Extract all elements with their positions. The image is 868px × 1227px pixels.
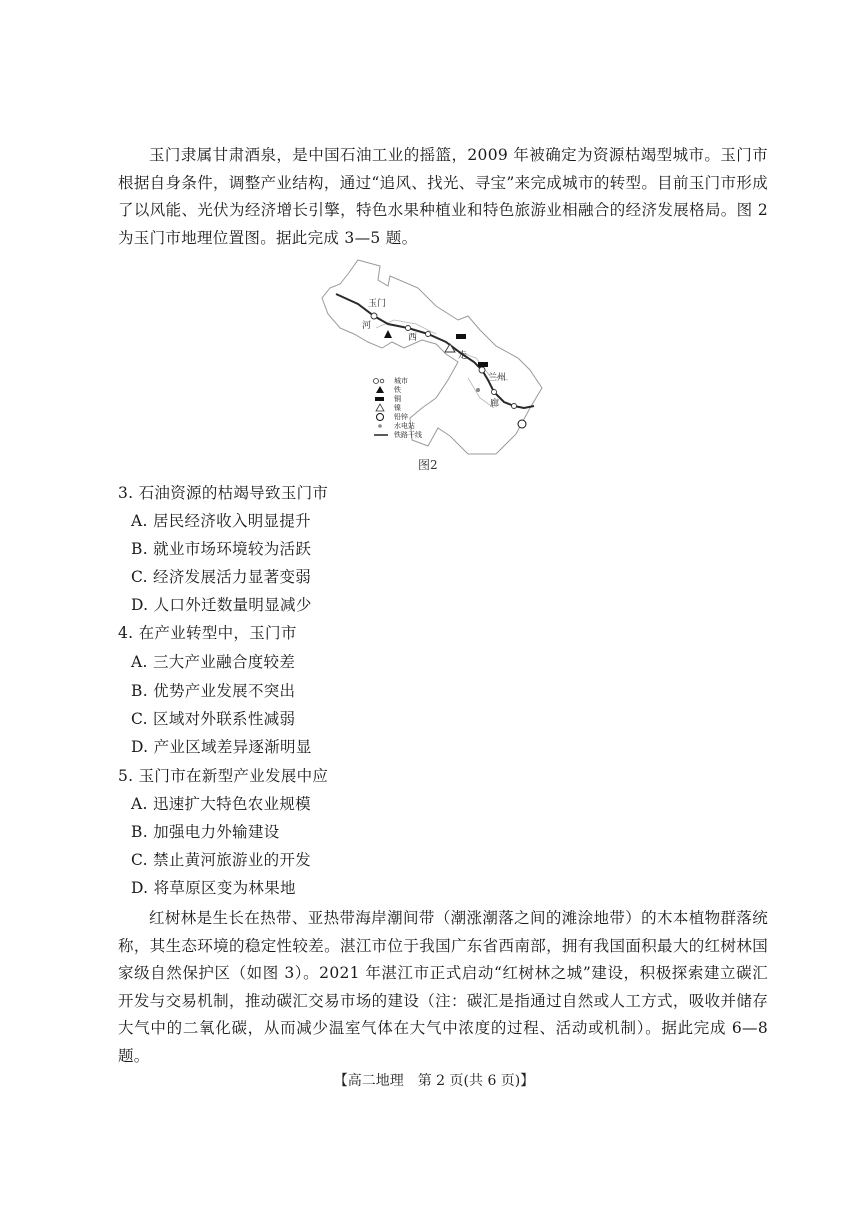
- city-icon: [492, 390, 497, 395]
- city-icon: [380, 379, 384, 383]
- label-lanzhou: 兰州: [488, 373, 507, 383]
- city-icon: [426, 332, 431, 337]
- question-5-option-b: B. 加强电力外输建设: [131, 823, 280, 841]
- iron-icon: [384, 330, 392, 338]
- question-3-option-d: D. 人口外迁数量明显减少: [131, 596, 312, 614]
- yumen-location-map: [318, 258, 548, 458]
- city-icon: [406, 326, 411, 331]
- passage-yumen: 玉门隶属甘肃酒泉，是中国石油工业的摇篮，2009 年被确定为资源枯竭型城市。玉门市根据自身条件，调整产业结构，通过“追风、找光、寻宝”来完成城市的转型。目前玉门市形成了以风能、光伏为经济增长引擎，特色水果种植业和特色旅游业相融合的经济发展格局。图 2 为玉门市地理位置图。据此完成 3—5 题。: [118, 146, 768, 247]
- legend-lead-zinc: 铅锌: [394, 413, 408, 421]
- question-5-stem: 5. 玉门市在新型产业发展中应: [118, 767, 329, 785]
- city-icon: [479, 367, 485, 373]
- province-outline: [322, 260, 542, 454]
- legend-iron: 铁: [394, 386, 401, 394]
- question-3-stem: 3. 石油资源的枯竭导致玉门市: [118, 484, 329, 502]
- question-5-option-d: D. 将草原区变为林果地: [131, 879, 296, 897]
- question-3-option-b: B. 就业市场环境较为活跃: [131, 540, 312, 558]
- copper-icon: [456, 334, 466, 339]
- hydro-station-icon: [476, 388, 480, 392]
- label-xi: 西: [408, 333, 418, 343]
- question-4-option-b: B. 优势产业发展不突出: [131, 682, 296, 700]
- legend-copper: 铜: [394, 395, 401, 403]
- lead-zinc-icon: [377, 414, 384, 421]
- question-5-option-c: C. 禁止黄河旅游业的开发: [131, 851, 312, 869]
- copper-icon: [478, 362, 488, 367]
- city-icon: [374, 379, 379, 384]
- nickel-icon: [376, 404, 384, 411]
- lead-zinc-icon: [518, 420, 526, 428]
- iron-icon: [376, 386, 384, 393]
- page-footer: 【高二地理 第 2 页(共 6 页)】: [333, 1073, 535, 1089]
- legend-city: 城市: [394, 377, 408, 385]
- legend-railway: 铁路干线: [394, 431, 422, 439]
- label-lang: 廊: [490, 399, 500, 409]
- question-4-stem: 4. 在产业转型中，玉门市: [118, 624, 297, 642]
- figure-caption: 图2: [418, 458, 438, 472]
- question-4-option-a: A. 三大产业融合度较差: [131, 653, 296, 671]
- hydro-station-icon: [378, 424, 382, 428]
- legend-hydro: 水电站: [394, 422, 415, 430]
- question-4-option-c: C. 区域对外联系性减弱: [131, 710, 296, 728]
- map-legend: [374, 376, 423, 439]
- question-3-option-c: C. 经济发展活力显著变弱: [131, 568, 312, 586]
- passage-mangrove: 红树林是生长在热带、亚热带海岸潮间带（潮涨潮落之间的滩涂地带）的木本植物群落统称，其生态环境的稳定性较差。湛江市位于我国广东省西南部，拥有我国面积最大的红树林国家级自然保护区（如图 3）。2021 年湛江市正式启动“红树林之城”建设，积极探索建立碳汇开发与交易机制，推动碳汇交易市场的建设（注：碳汇是指通过自然或人工方式，吸收并储存大气中的二氧化碳，从而减少温室气体在大气中浓度的过程、活动或机制）。据此完成 6—8 题。: [118, 909, 768, 1065]
- legend-nickel: 镍: [394, 404, 401, 412]
- city-icon: [512, 404, 517, 409]
- label-he: 河: [362, 321, 372, 331]
- copper-icon: [375, 397, 384, 401]
- question-5-option-a: A. 迅速扩大特色农业规模: [131, 795, 311, 813]
- city-icon: [371, 313, 377, 319]
- label-zou: 走: [458, 351, 468, 361]
- question-4-option-d: D. 产业区域差异逐渐明显: [131, 738, 312, 756]
- question-3-option-a: A. 居民经济收入明显提升: [131, 512, 311, 530]
- map-svg: [318, 258, 548, 458]
- label-yumen: 玉门: [368, 299, 387, 309]
